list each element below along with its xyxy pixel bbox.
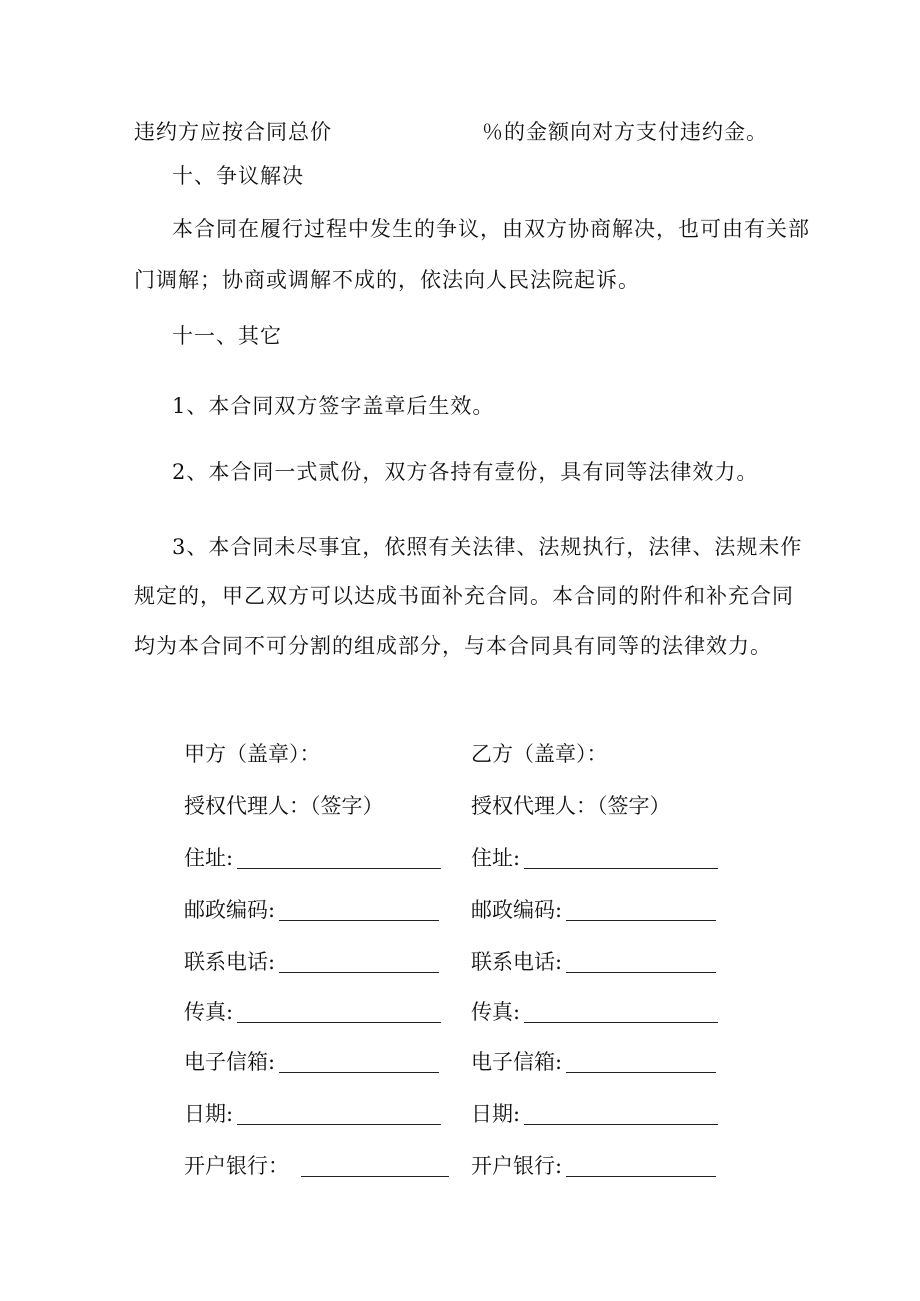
party-b-address-blank — [524, 848, 718, 869]
section-11-heading: 十一、其它 — [172, 324, 282, 348]
party-a-date-field — [184, 1100, 441, 1128]
party-b-bank-blank — [566, 1156, 716, 1177]
party-a-bank-field — [184, 1152, 449, 1180]
party-b-fax-field — [471, 998, 718, 1026]
party-a-bank-label: 开户银行： — [184, 1154, 289, 1178]
party-b-postcode-field — [471, 896, 716, 924]
party-a-address-label: 住址: — [184, 846, 234, 870]
party-b-bank-field — [471, 1152, 716, 1180]
party-b-email-blank — [566, 1052, 716, 1073]
party-a-email-field — [184, 1048, 439, 1076]
party-b-fax-label: 传真: — [471, 1000, 521, 1024]
party-a-address-blank — [237, 848, 441, 869]
party-b-date-field — [471, 1100, 718, 1128]
section-11-item-1: 1、本合同双方签字盖章后生效。 — [172, 394, 495, 418]
penalty-clause-right: ％的金额向对方支付违约金。 — [482, 120, 768, 144]
section-11-item-3-line3: 均为本合同不可分割的组成部分，与本合同具有同等的法律效力。 — [134, 634, 772, 658]
party-b-agent: 授权代理人：（签字） — [471, 794, 671, 818]
party-b-date-blank — [524, 1104, 718, 1125]
party-b-address-field — [471, 844, 718, 872]
party-b-postcode-blank — [566, 900, 716, 921]
section-11-item-2: 2、本合同一式贰份，双方各持有壹份，具有同等法律效力。 — [172, 460, 759, 484]
section-11-item-3-line2: 规定的，甲乙双方可以达成书面补充合同。本合同的附件和补充合同 — [134, 584, 794, 608]
penalty-clause-left: 违约方应按合同总价 — [134, 120, 332, 144]
section-10-para-line1: 本合同在履行过程中发生的争议，由双方协商解决，也可由有关部 — [172, 217, 810, 241]
party-a-fax-field — [184, 998, 441, 1026]
party-b-phone-blank — [566, 952, 716, 973]
party-b-postcode-label: 邮政编码: — [471, 898, 563, 922]
party-a-email-label: 电子信箱: — [184, 1050, 276, 1074]
party-a-date-blank — [237, 1104, 441, 1125]
party-a-bank-blank — [301, 1156, 449, 1177]
penalty-clause-line — [134, 118, 768, 146]
party-a-fax-label: 传真: — [184, 1000, 234, 1024]
party-a-postcode-label: 邮政编码: — [184, 898, 276, 922]
party-a-phone-blank — [279, 952, 439, 973]
party-b-email-label: 电子信箱: — [471, 1050, 563, 1074]
party-b-date-label: 日期: — [471, 1102, 521, 1126]
party-a-email-blank — [279, 1052, 439, 1073]
party-b-phone-field — [471, 948, 716, 976]
party-a-address-field — [184, 844, 441, 872]
section-10-para-line2: 门调解；协商或调解不成的，依法向人民法院起诉。 — [134, 268, 640, 292]
party-b-bank-label: 开户银行: — [471, 1154, 563, 1178]
party-b-email-field — [471, 1048, 716, 1076]
party-a-postcode-field — [184, 896, 439, 924]
party-a-postcode-blank — [279, 900, 439, 921]
party-b-address-label: 住址: — [471, 846, 521, 870]
party-a-phone-label: 联系电话: — [184, 950, 276, 974]
party-a-title: 甲方（盖章）： — [184, 742, 321, 766]
party-a-date-label: 日期: — [184, 1102, 234, 1126]
party-b-phone-label: 联系电话: — [471, 950, 563, 974]
party-a-fax-blank — [237, 1002, 441, 1023]
party-b-fax-blank — [524, 1002, 718, 1023]
section-11-item-3-line1: 3、本合同未尽事宜，依照有关法律、法规执行，法律、法规未作 — [172, 535, 803, 559]
section-10-heading: 十、争议解决 — [172, 164, 304, 188]
party-b-title: 乙方（盖章）： — [471, 742, 608, 766]
party-a-agent: 授权代理人：（签字） — [184, 794, 384, 818]
party-a-phone-field — [184, 948, 439, 976]
